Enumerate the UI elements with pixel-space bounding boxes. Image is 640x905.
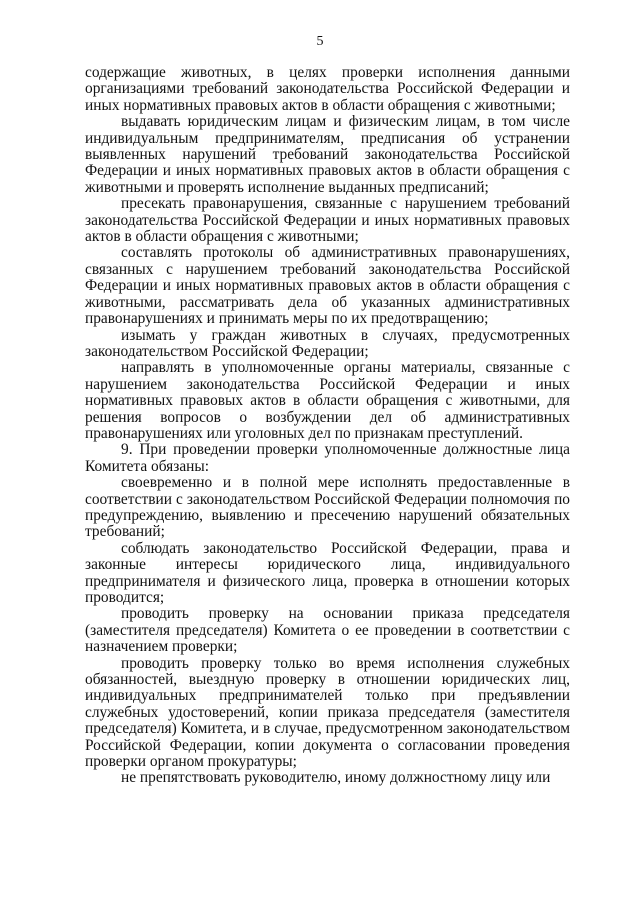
paragraph: пресекать правонарушения, связанные с нарушением требований законодательства Российской Федерации и иных нормативных правовых актов в области обращения с животными; — [85, 195, 570, 246]
paragraph: составлять протоколы об административных правонарушениях, связанных с нарушением требований законодательства Российской Федерации и иных нормативных правовых актов в области обращения с животными, рассматривать дела об указанных административных правонарушениях и принимать меры по их предотвращению; — [85, 244, 570, 328]
paragraph: изымать у граждан животных в случаях, предусмотренных законодательством Российской Федерации; — [85, 326, 570, 360]
paragraph: выдавать юридическим лицам и физическим лицам, в том числе индивидуальным предпринимателям, предписания об устранении выявленных нарушений требований законодательства Российской Федерации и иных нормативных правовых актов в области обращения с животными и проверять исполнение выданных предписаний; — [85, 113, 570, 196]
paragraph: не препятствовать руководителю, иному должностному лицу или — [121, 769, 551, 787]
paragraph: соблюдать законодательство Российской Федерации, права и законные интересы юридического лица, индивидуального предпринимателя и физического лица, проверка в отношении которых проводится; — [85, 539, 570, 606]
page-number: 5 — [316, 34, 324, 49]
paragraph: проводить проверку только во время исполнения служебных обязанностей, выездную проверку в отношении юридических лиц, индивидуальных предпринимателей только при предъявлении служебных удостоверений, копии приказа председателя (заместителя председателя) Комитета, и в случае, предусмотренном законодательством Российской Федерации, копии документа о согласовании проведения проверки органом прокуратуры; — [85, 654, 570, 771]
paragraph: проводить проверку на основании приказа председателя (заместителя председателя) Комитета о ее проведении в соответствии с назначением проверки; — [85, 605, 570, 656]
paragraph: направлять в уполномоченные органы материалы, связанные с нарушением законодательства Российской Федерации и иных нормативных правовых актов в области обращения с животными, для решения вопросов о возбуждении дел об административных правонарушениях или уголовных дел по признакам преступлений. — [85, 359, 570, 442]
paragraph: своевременно и в полной мере исполнять предоставленные в соответствии с законодательством Российской Федерации полномочия по предупреждению, выявлению и пресечению нарушений обязательных требований; — [85, 474, 570, 541]
body-text — [85, 65, 570, 787]
section-heading-paragraph: 9. При проведении проверки уполномоченные должностные лица Комитета обязаны: — [85, 441, 570, 475]
paragraph: содержащие животных, в целях проверки исполнения данными организациями требований законодательства Российской Федерации и иных нормативных правовых актов в области обращения с животными; — [85, 64, 570, 114]
